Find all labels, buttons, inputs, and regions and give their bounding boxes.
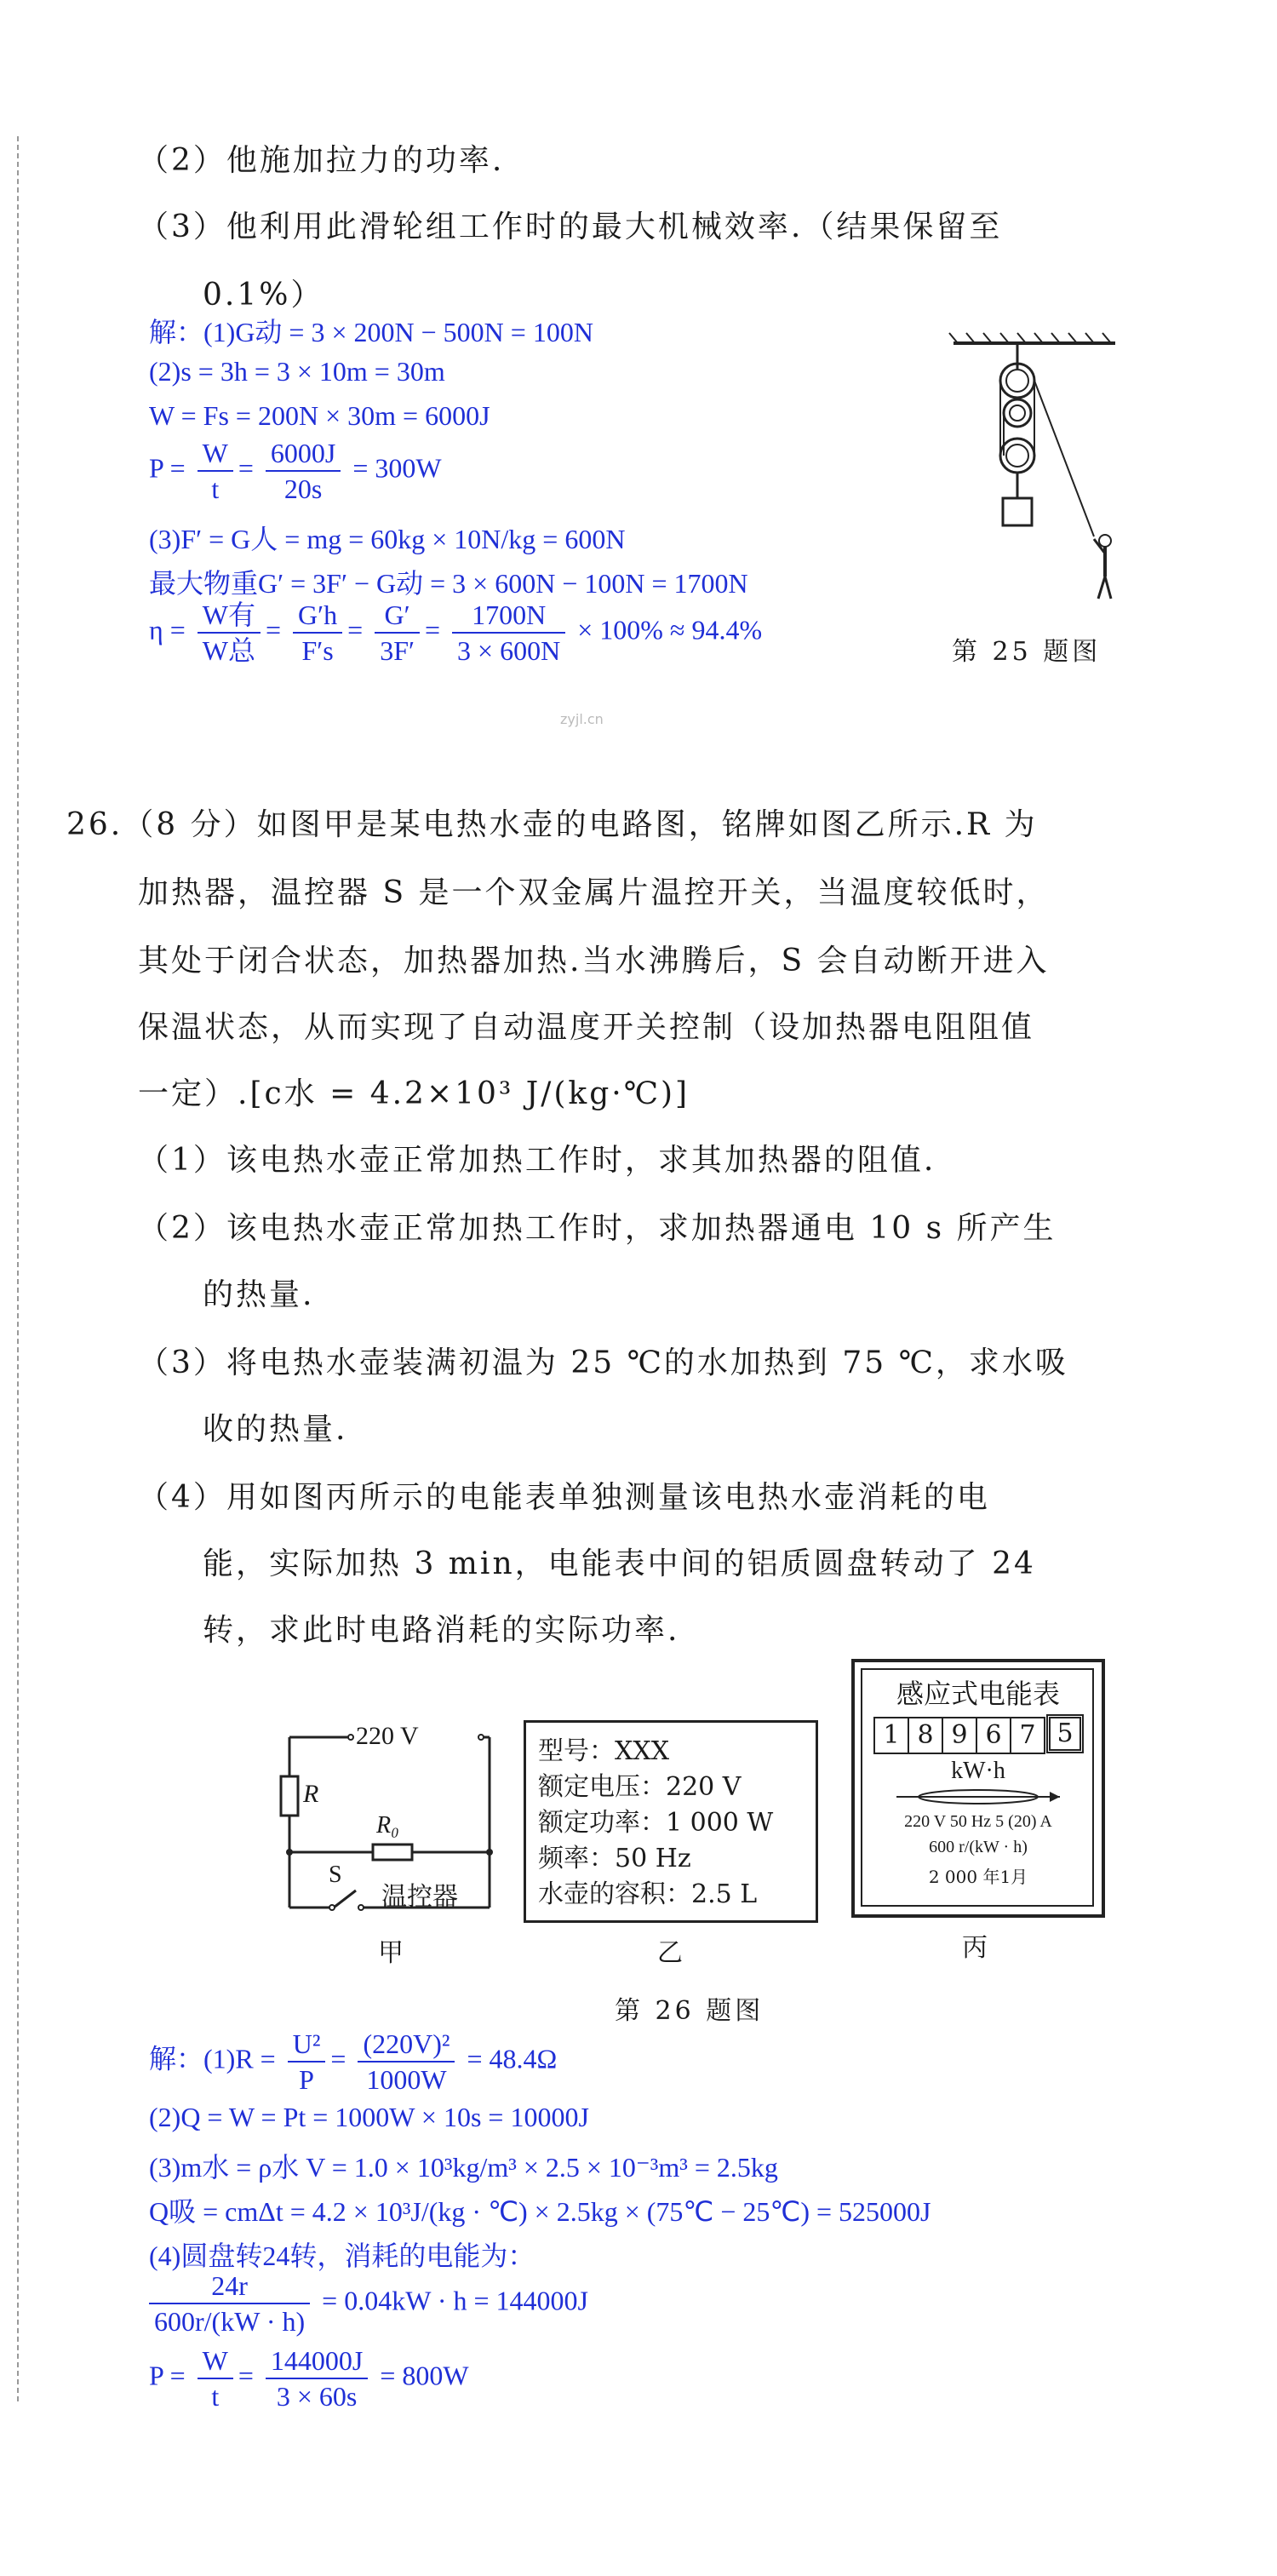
watermark: zyjl.cn xyxy=(560,711,604,727)
ans25-line2: (2)s = 3h = 3 × 10m = 30m xyxy=(149,356,445,387)
switch-s-label: S xyxy=(329,1862,342,1888)
q26-part1: （1）该电热水壶正常加热工作时，求其加热器的阻值. xyxy=(138,1143,936,1178)
ans26-line6 xyxy=(149,2269,588,2338)
thermostat-label: 温控器 xyxy=(381,1882,458,1912)
nameplate-model: 型号：XXX xyxy=(538,1736,670,1766)
ans25-eta-result: × 100% ≈ 94.4% xyxy=(577,614,763,645)
numerator: G′ xyxy=(375,598,420,634)
meter-digit: 7 xyxy=(1011,1717,1045,1754)
ans26-line7: P = $\frac{W}{t}$ = $\frac{144000J}{3 \times 60s}$ = 800W xyxy=(149,2345,469,2412)
fraction xyxy=(288,2027,326,2097)
q25-part3-line1: （3）他利用此滑轮组工作时的最大机械效率.（结果保留至 xyxy=(138,209,1003,244)
numerator: G′h xyxy=(293,598,342,634)
fraction xyxy=(266,436,341,506)
fraction xyxy=(452,598,565,668)
ans26-power-result: = 800W xyxy=(380,2360,469,2391)
denominator: 1000W xyxy=(366,2064,447,2095)
ans26-resistance-lhs: 解：(1)R = xyxy=(149,2043,276,2074)
ans26-line1: 解：(1)R = $\frac{\text{U²}}{P}$ = $\frac{\text{(220V)²}}{1000W}$ = 48.4Ω xyxy=(149,2028,558,2095)
meter-unit: kW·h xyxy=(951,1758,1005,1784)
denominator: P xyxy=(299,2064,314,2095)
binding-margin-line xyxy=(17,136,19,2401)
fraction xyxy=(198,2344,233,2413)
figure-jia-label: 甲 xyxy=(378,1938,407,1968)
ans26-line3: (3)m水 = ρ水 V = 1.0 × 10³kg/m³ × 2.5 × 10⁻³m³ = 2.5kg xyxy=(149,2152,778,2183)
nameplate-rated-power: 额定功率：1 000 W xyxy=(538,1808,774,1838)
meter-digit: 8 xyxy=(909,1717,943,1754)
nameplate-frequency: 频率：50 Hz xyxy=(538,1844,691,1873)
resistor-r0-label: R₀ xyxy=(376,1812,399,1839)
meter-digit: 6 xyxy=(977,1717,1011,1754)
numerator: U² xyxy=(288,2027,326,2063)
numerator: 6000J xyxy=(266,436,341,472)
fraction xyxy=(198,436,233,506)
meter-date: 2 000 年1月 xyxy=(928,1867,1028,1887)
ans26-line4: Q吸 = cmΔt = 4.2 × 10³J/(kg · ℃) × 2.5kg × (75℃ − 25℃) = 525000J xyxy=(149,2196,931,2227)
fraction xyxy=(375,598,420,668)
meter-digit: 9 xyxy=(943,1717,977,1754)
denominator: F′s xyxy=(301,635,334,666)
ans25-power-lhs: P = xyxy=(149,452,186,484)
q26-line5: 一定）.[c水 = 4.2×10³ J/(kg·℃)] xyxy=(138,1076,690,1111)
numerator: 144000J xyxy=(266,2344,368,2379)
q26-part3-line1: （3）将电热水壶装满初温为 25 ℃的水加热到 75 ℃，求水吸 xyxy=(138,1345,1068,1380)
q26-figure-caption: 第 26 题图 xyxy=(615,1996,764,2026)
q26-line1: 26.（8 分）如图甲是某电热水壶的电路图，铭牌如图乙所示.R 为 xyxy=(66,807,1038,842)
circuit-diagram-jia xyxy=(272,1720,528,1925)
ans26-energy-result: = 0.04kW · h = 144000J xyxy=(322,2285,588,2316)
ans25-line7: η = $\frac{\text{W有}}{\text{W总}}$ = $\frac{G'h}{F's}$ = $\frac{G'}{3F'}$ = $\frac{1700N}{3 \times 600N}$ × 100% ≈ 94.4% xyxy=(149,600,763,666)
numerator: (220V)² xyxy=(358,2027,455,2063)
figure-yi-label: 乙 xyxy=(657,1938,686,1968)
ans26-line5: (4)圆盘转24转，消耗的电能为： xyxy=(149,2240,535,2271)
q26-part2-line2: 的热量. xyxy=(203,1277,315,1312)
q26-line3: 其处于闭合状态，加热器加热.当水沸腾后，S 会自动断开进入 xyxy=(138,944,1050,978)
q26-line4: 保温状态，从而实现了自动温度开关控制（设加热器电阻阻值 xyxy=(138,1010,1035,1045)
ans25-power-result: = 300W xyxy=(352,452,442,484)
nameplate-rated-voltage: 额定电压：220 V xyxy=(538,1772,742,1802)
meter-counter xyxy=(873,1717,1081,1754)
numerator: 1700N xyxy=(452,598,565,634)
ans25-line4: P = $\frac{W}{t}$ = $\frac{6000J}{20s}$ = 300W xyxy=(149,438,442,504)
denominator: 600r/(kW · h) xyxy=(154,2306,306,2337)
pulley-figure xyxy=(936,328,1132,609)
denominator: 3 × 60s xyxy=(276,2381,358,2412)
fraction xyxy=(198,598,261,668)
denominator: W总 xyxy=(202,635,255,666)
q26-part4-line2: 能，实际加热 3 min，电能表中间的铝质圆盘转动了 24 xyxy=(203,1546,1036,1581)
ans25-line5: (3)F′ = G人 = mg = 60kg × 10N/kg = 600N xyxy=(149,524,626,554)
nameplate-capacity: 水壶的容积：2.5 L xyxy=(538,1879,758,1909)
fraction xyxy=(266,2344,368,2413)
numerator: W xyxy=(198,2344,233,2379)
q26-line2: 加热器，温控器 S 是一个双金属片温控开关，当温度较低时， xyxy=(138,875,1050,910)
meter-digit-decimal: 5 xyxy=(1049,1717,1081,1751)
ans25-eta-lhs: η = xyxy=(149,614,186,645)
q25-figure-caption: 第 25 题图 xyxy=(952,637,1102,667)
meter-spec-constant: 600 r/(kW · h) xyxy=(929,1838,1028,1856)
q25-part2: （2）他施加拉力的功率. xyxy=(138,143,505,178)
denominator: 20s xyxy=(283,473,323,504)
ans26-power-lhs: P = xyxy=(149,2360,186,2391)
q26-part4-line1: （4）用如图丙所示的电能表单独测量该电热水壶消耗的电 xyxy=(138,1480,990,1515)
fraction xyxy=(149,2269,310,2338)
electric-meter-bing xyxy=(851,1659,1105,1918)
fraction xyxy=(358,2027,455,2097)
denominator: t xyxy=(211,2381,220,2412)
ans25-line1: 解：(1)G动 = 3 × 200N − 500N = 100N xyxy=(149,317,593,347)
fraction xyxy=(293,598,342,668)
numerator: 24r xyxy=(149,2269,310,2304)
nameplate-yi xyxy=(524,1720,818,1923)
q26-part3-line2: 收的热量. xyxy=(203,1412,348,1447)
denominator: t xyxy=(211,473,220,504)
figure-bing-label: 丙 xyxy=(962,1933,991,1963)
ans25-line6: 最大物重G′ = 3F′ − G动 = 3 × 600N − 100N = 1700N xyxy=(149,568,748,599)
ans26-resistance-result: = 48.4Ω xyxy=(467,2043,558,2074)
denominator: 3F′ xyxy=(380,635,415,666)
meter-spec-rating: 220 V 50 Hz 5 (20) A xyxy=(904,1812,1052,1831)
ans26-line2: (2)Q = W = Pt = 1000W × 10s = 10000J xyxy=(149,2102,589,2132)
numerator: W有 xyxy=(198,598,261,634)
meter-title: 感应式电能表 xyxy=(896,1678,1060,1710)
meter-digit: 1 xyxy=(873,1717,909,1754)
ans25-line3: W = Fs = 200N × 30m = 6000J xyxy=(149,400,490,431)
q26-part2-line1: （2）该电热水壶正常加热工作时，求加热器通电 10 s 所产生 xyxy=(138,1211,1057,1246)
resistor-r-label: R xyxy=(303,1780,319,1808)
q26-part4-line3: 转，求此时电路消耗的实际功率. xyxy=(203,1613,680,1648)
denominator: 3 × 600N xyxy=(457,635,561,666)
supply-voltage-label: 220 V xyxy=(356,1722,419,1750)
numerator: W xyxy=(198,436,233,472)
meter-disc-icon xyxy=(893,1787,1063,1807)
q25-part3-line2: 0.1%） xyxy=(203,278,324,313)
